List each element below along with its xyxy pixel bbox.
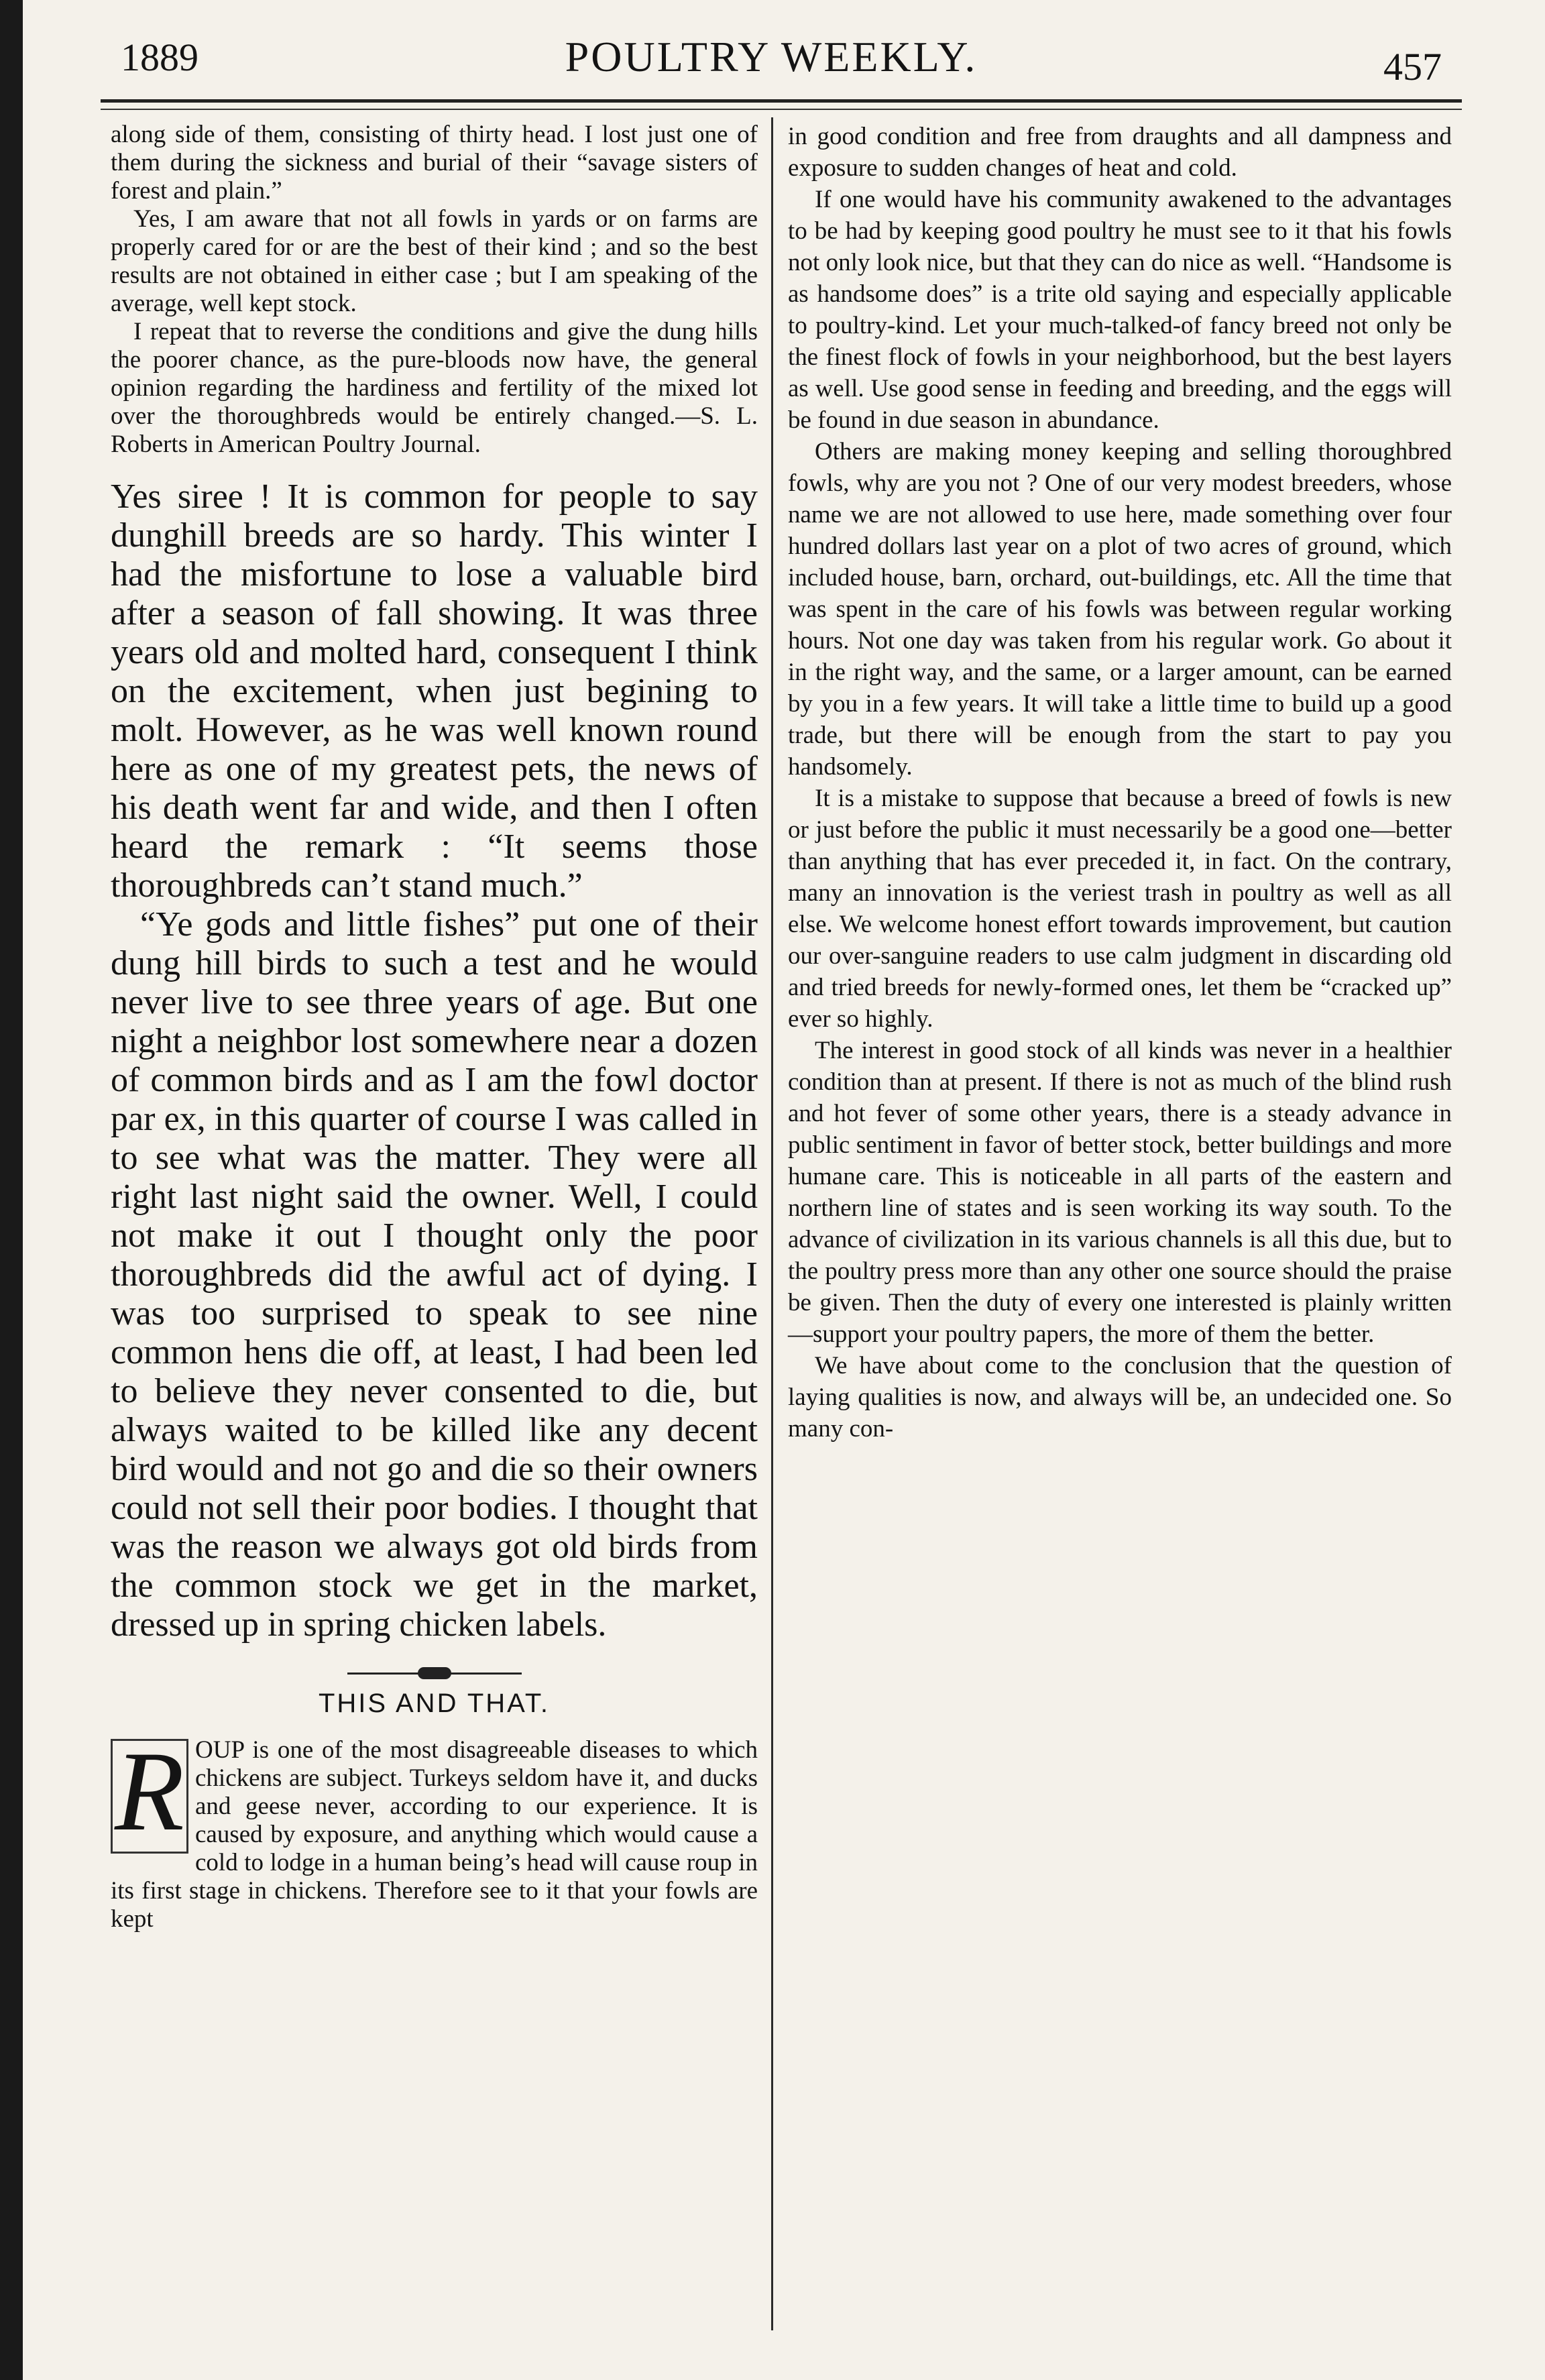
- right-column: [788, 121, 1452, 1444]
- correspondent-letter: [111, 477, 758, 1644]
- section-title: THIS AND THAT.: [318, 1689, 550, 1718]
- paragraph: It is a mistake to suppose that because a breed of fowls is new or just before the public it must necessarily be a good one—better than anything that has ever preceded it, in fact. On the contrary, many an innovation is the veriest trash in poultry as well as all else. We welcome honest effort towards improvement, but caution our over-sanguine readers to use calm judgment in discarding old and tried breeds for newly-formed ones, let them be “cracked up” ever so highly.: [788, 785, 1452, 1033]
- paragraph: If one would have his community awakened to the advantages to be had by keeping good poultry he must see to it that his fowls not only look nice, but that they can do nice as well. “Handsome is as handsome does” is a trite old saying and especially applicable to poultry-kind. Let your much-talked-of fancy breed not only be the finest flock of fowls in your neighborhood, but the best layers as well. Use good sense in feeding and breeding, and the eggs will be found in due season in abundance.: [788, 186, 1452, 434]
- paragraph: in good condition and free from draughts and all dampness and exposure to sudden changes of heat and cold.: [788, 123, 1452, 182]
- journal-title: POULTRY WEEKLY.: [565, 33, 978, 80]
- page-number: 457: [1383, 45, 1442, 89]
- left-column: [111, 121, 758, 1933]
- paragraph: We have about come to the conclusion that the question of laying qualities is now, and always will be, an undecided one. So many con-: [788, 1352, 1452, 1442]
- paragraph: along side of them, consisting of thirty head. I lost just one of them during the sickness and burial of their “savage sisters of forest and plain.”: [111, 121, 758, 205]
- paragraph: OUP is one of the most disagreeable diseases to which chickens are subject. Turkeys seldom have it, and ducks and geese never, according to our experience. It is caused by exposure, and anything which would cause a cold to lodge in a human being’s head will cause roup in its first stage in chickens. Therefore see to it that your fowls are kept: [111, 1736, 758, 1933]
- page-header: [101, 25, 1442, 89]
- paragraph: Yes, I am aware that not all fowls in yards or on farms are properly cared for or are the best of their kind ; and so the best results are not obtained in either case ; but I am speaking of the average, well kept stock.: [111, 205, 758, 317]
- paragraph: “Ye gods and little fishes” put one of their dung hill birds to such a test and he would never live to see three years of age. But one night a neighbor lost somewhere near a dozen of common birds and as I am the fowl doctor par ex, in this quarter of course I was called in to see what was the matter. They were all right last night said the owner. Well, I could not make it out I thought only the poor thoroughbreds did the awful act of dying. I was too surprised to speak to see nine common hens die off, at least, I had been led to believe they never consented to die, but always waited to be killed like any decent bird would and not go and die so their owners could not sell their poor bodies. I thought that was the reason we always got old birds from the common stock we get in the market, dressed up in spring chicken labels.: [111, 905, 758, 1644]
- drop-cap: R: [111, 1739, 188, 1854]
- section-body: [111, 1728, 758, 1933]
- paragraph: The interest in good stock of all kinds was never in a healthier condition than at present. If there is not as much of the blind rush and hot fever of some other years, there is a steady advance in public sentiment in favor of better stock, better buildings and more humane care. This is noticeable in all parts of the eastern and northern line of states and is seen working its way south. To the advance of civilization in its various channels is all this due, but to the poultry press more than any other one source should the praise be given. Then the duty of every one interested is plainly written—support your poultry papers, the more of them the better.: [788, 1037, 1452, 1348]
- quoted-article-end: [111, 121, 758, 459]
- paragraph: Yes siree ! It is common for people to say dunghill breeds are so hardy. This winter I had the misfortune to lose a valuable bird after a season of fall showing. It was three years old and molted hard, consequent I think on the excitement, when just begining to molt. However, as he was well known round here as one of my greatest pets, the news of his death went far and wide, and then I often heard the remark : “It seems those thoroughbreds can’t stand much.”: [111, 477, 758, 905]
- header-rule-thick: [101, 99, 1462, 103]
- header-year: 1889: [121, 36, 198, 79]
- paragraph: Others are making money keeping and selling thoroughbred fowls, why are you not ? One of our very modest breeders, whose name we are not allowed to use here, made something over four hundred dollars last year on a plot of two acres of ground, which included house, barn, orchard, out-buildings, etc. All the time that was spent in the care of his fowls was between regular working hours. Not one day was taken from his regular work. Go about it in the right way, and the same, or a larger amount, can be earned by you in a few years. It will take a little time to build up a good trade, but there will be enough from the start to pay you handsomely.: [788, 438, 1452, 781]
- column-divider: [771, 117, 773, 2330]
- right-column-text: [788, 121, 1452, 1444]
- header-rule-thin: [101, 109, 1462, 110]
- paragraph: I repeat that to reverse the conditions and give the dung hills the poorer chance, as the pure-bloods now have, the general opinion regarding the hardiness and fertility of the mixed lot over the thoroughbreds would be entirely changed.—S. L. Roberts in American Poultry Journal.: [111, 318, 758, 458]
- ornamental-divider: [347, 1667, 522, 1679]
- binding-spine: [0, 0, 23, 2380]
